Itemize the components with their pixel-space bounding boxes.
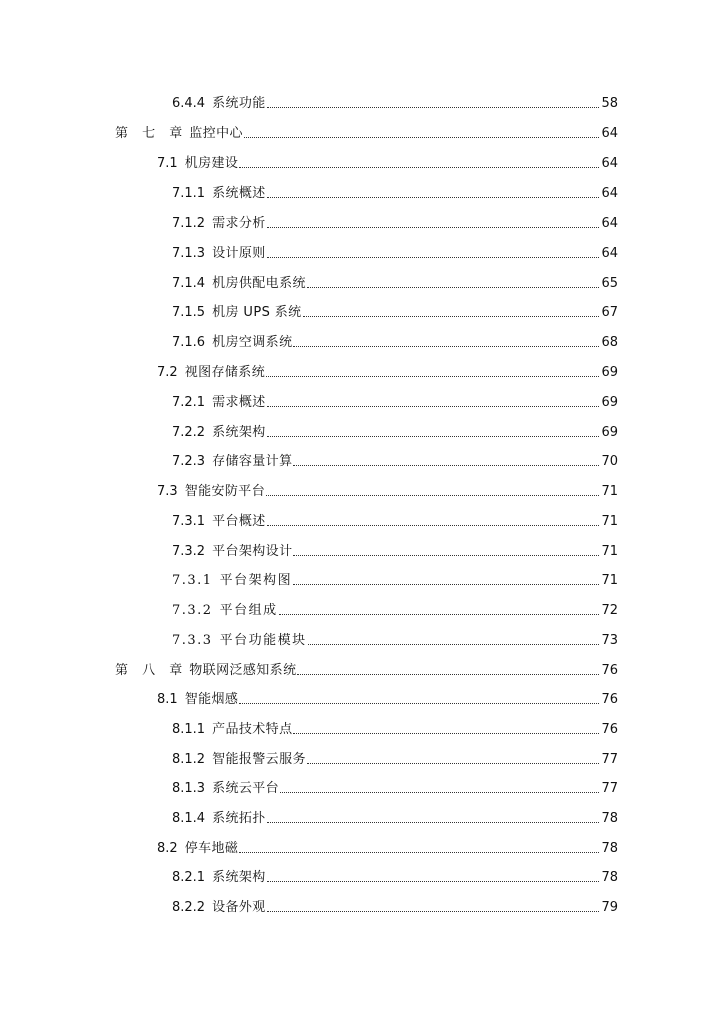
dot-leader	[239, 167, 599, 168]
toc-entry[interactable]	[157, 361, 618, 381]
toc-entry-page: 76	[601, 663, 618, 678]
toc-entry-page: 69	[601, 365, 618, 380]
toc-entry-title: 需求概述	[212, 395, 266, 410]
dot-leader	[303, 316, 600, 317]
toc-entry-number: 7.2	[157, 365, 178, 380]
toc-entry-title: 系统概述	[212, 186, 266, 201]
dot-leader	[266, 376, 599, 377]
toc-entry-number: 8.2.2	[172, 900, 206, 915]
toc-entry-number: 第 七 章	[115, 126, 188, 141]
toc-entry[interactable]	[157, 837, 618, 857]
toc-entry-title: 系统功能	[212, 96, 266, 111]
toc-entry-number: 8.1.2	[172, 752, 206, 767]
toc-entry-page: 64	[601, 126, 618, 141]
toc-entry[interactable]	[172, 331, 618, 351]
toc-entry-title: 平台架构图	[219, 573, 293, 588]
dot-leader	[280, 792, 599, 793]
toc-entry-page: 77	[601, 752, 618, 767]
toc-entry[interactable]	[172, 896, 618, 916]
toc-entry[interactable]	[172, 540, 618, 560]
dot-leader	[307, 763, 600, 764]
dot-leader	[267, 436, 600, 437]
dot-leader	[293, 555, 599, 556]
toc-entry-page: 69	[601, 395, 618, 410]
toc-entry[interactable]	[172, 569, 618, 589]
dot-leader	[267, 881, 600, 882]
toc-entry-number: 7.1.6	[172, 335, 206, 350]
toc-entry-title: 平台组成	[219, 603, 278, 618]
dot-leader	[267, 406, 600, 407]
toc-entry-number: 7.3	[157, 484, 178, 499]
toc-entry[interactable]	[172, 421, 618, 441]
toc-entry-number: 7.1.4	[172, 276, 206, 291]
dot-leader	[279, 614, 600, 615]
toc-entry-title: 机房供配电系统	[212, 276, 306, 291]
toc-entry[interactable]	[172, 866, 618, 886]
toc-entry-page: 67	[601, 305, 618, 320]
toc-entry-page: 58	[601, 96, 618, 111]
toc-entry-title: 机房建设	[184, 156, 239, 171]
toc-entry-title: 系统云平台	[212, 781, 280, 796]
toc-entry-title: 物联网泛感知系统	[189, 663, 297, 678]
toc-entry-page: 77	[601, 781, 618, 796]
toc-entry[interactable]	[172, 212, 618, 232]
toc-entry[interactable]	[172, 629, 618, 649]
toc-entry-page: 71	[601, 514, 618, 529]
toc-entry-page: 78	[601, 811, 618, 826]
toc-entry-page: 64	[601, 246, 618, 261]
toc-entry-number: 7.1.5	[172, 305, 206, 320]
toc-entry-title: 平台架构设计	[212, 544, 293, 559]
toc-entry[interactable]	[172, 510, 618, 530]
toc-entry-number: 7.1	[157, 156, 178, 171]
dot-leader	[239, 852, 599, 853]
toc-entry-number: 7.3.2	[172, 544, 206, 559]
toc-entry[interactable]	[172, 242, 618, 262]
toc-entry-number: 8.1.1	[172, 722, 206, 737]
toc-entry-title: 视图存储系统	[184, 365, 266, 380]
toc-entry-page: 64	[601, 156, 618, 171]
toc-entry-number: 8.1.4	[172, 811, 206, 826]
toc-entry[interactable]	[172, 599, 618, 619]
toc-entry-title: 系统架构	[212, 425, 266, 440]
toc-entry[interactable]	[172, 748, 618, 768]
toc-entry-number: 7.2.2	[172, 425, 206, 440]
toc-entry-page: 78	[601, 870, 618, 885]
toc-entry-page: 69	[601, 425, 618, 440]
toc-entry-number: 7.3.3	[172, 633, 213, 648]
toc-entry-page: 78	[601, 841, 618, 856]
dot-leader	[293, 584, 599, 585]
toc-entry-page: 76	[601, 722, 618, 737]
toc-entry-title: 机房 UPS 系统	[212, 305, 302, 320]
dot-leader	[267, 107, 600, 108]
toc-entry[interactable]	[172, 301, 618, 321]
toc-entry-number: 7.3.1	[172, 514, 206, 529]
toc-entry-title: 产品技术特点	[212, 722, 293, 737]
toc-entry-title: 系统架构	[212, 870, 266, 885]
dot-leader	[239, 703, 599, 704]
toc-entry-page: 64	[601, 216, 618, 231]
toc-entry-number: 7.3.1	[172, 573, 213, 588]
dot-leader	[267, 257, 600, 258]
toc-entry-title: 机房空调系统	[212, 335, 293, 350]
toc-entry-page: 64	[601, 186, 618, 201]
toc-entry-title: 停车地磁	[184, 841, 239, 856]
toc-entry-number: 7.1.2	[172, 216, 206, 231]
toc-entry-page: 68	[601, 335, 618, 350]
toc-entry-number: 8.1.3	[172, 781, 206, 796]
toc-entry-page: 71	[601, 573, 618, 588]
dot-leader	[293, 733, 599, 734]
toc-entry-title: 智能安防平台	[184, 484, 266, 499]
toc-entry[interactable]	[157, 688, 618, 708]
dot-leader	[266, 495, 599, 496]
toc-entry-title: 平台概述	[212, 514, 266, 529]
dot-leader	[244, 137, 600, 138]
toc-entry-page: 70	[601, 454, 618, 469]
toc-entry-number: 6.4.4	[172, 96, 206, 111]
dot-leader	[297, 674, 599, 675]
dot-leader	[267, 822, 600, 823]
toc-entry-title: 存储容量计算	[212, 454, 293, 469]
toc-entry-number: 7.2.1	[172, 395, 206, 410]
toc-entry[interactable]	[157, 152, 618, 172]
toc-entry-number: 7.3.2	[172, 603, 213, 618]
dot-leader	[293, 346, 599, 347]
toc-entry-page: 71	[601, 544, 618, 559]
toc-entry-number: 8.2	[157, 841, 178, 856]
toc-entry[interactable]	[172, 718, 618, 738]
toc-entry-title: 系统拓扑	[212, 811, 266, 826]
toc-entry-number: 8.2.1	[172, 870, 206, 885]
dot-leader	[308, 644, 600, 645]
toc-entry[interactable]	[172, 92, 618, 112]
dot-leader	[267, 911, 600, 912]
toc-entry-number: 7.1.3	[172, 246, 206, 261]
dot-leader	[293, 465, 599, 466]
toc-entry-title: 智能报警云服务	[212, 752, 306, 767]
toc-entry-title: 监控中心	[189, 126, 243, 141]
toc-entry-page: 76	[601, 692, 618, 707]
toc-entry[interactable]	[172, 450, 618, 470]
dot-leader	[267, 525, 600, 526]
toc-entry-number: 第 八 章	[115, 663, 188, 678]
toc-entry-title: 平台功能模块	[219, 633, 307, 648]
toc-entry[interactable]	[115, 659, 618, 679]
toc-entry-title: 设备外观	[212, 900, 266, 915]
toc-entry[interactable]	[172, 272, 618, 292]
toc-entry[interactable]	[157, 480, 618, 500]
toc-entry-number: 7.2.3	[172, 454, 206, 469]
toc-entry-title: 需求分析	[212, 216, 266, 231]
toc-entry-page: 72	[601, 603, 618, 618]
toc-entry-number: 7.1.1	[172, 186, 206, 201]
toc-entry-title: 智能烟感	[184, 692, 239, 707]
dot-leader	[307, 287, 600, 288]
toc-entry[interactable]	[172, 391, 618, 411]
toc-entry[interactable]	[172, 777, 618, 797]
toc-entry[interactable]	[115, 122, 618, 142]
toc-entry-page: 73	[601, 633, 618, 648]
toc-entry-page: 71	[601, 484, 618, 499]
toc-entry-title: 设计原则	[212, 246, 266, 261]
toc-entry-page: 79	[601, 900, 618, 915]
toc-entry[interactable]	[172, 182, 618, 202]
toc-entry[interactable]	[172, 807, 618, 827]
toc-entry-number: 8.1	[157, 692, 178, 707]
dot-leader	[267, 197, 600, 198]
dot-leader	[267, 227, 600, 228]
toc-entry-page: 65	[601, 276, 618, 291]
